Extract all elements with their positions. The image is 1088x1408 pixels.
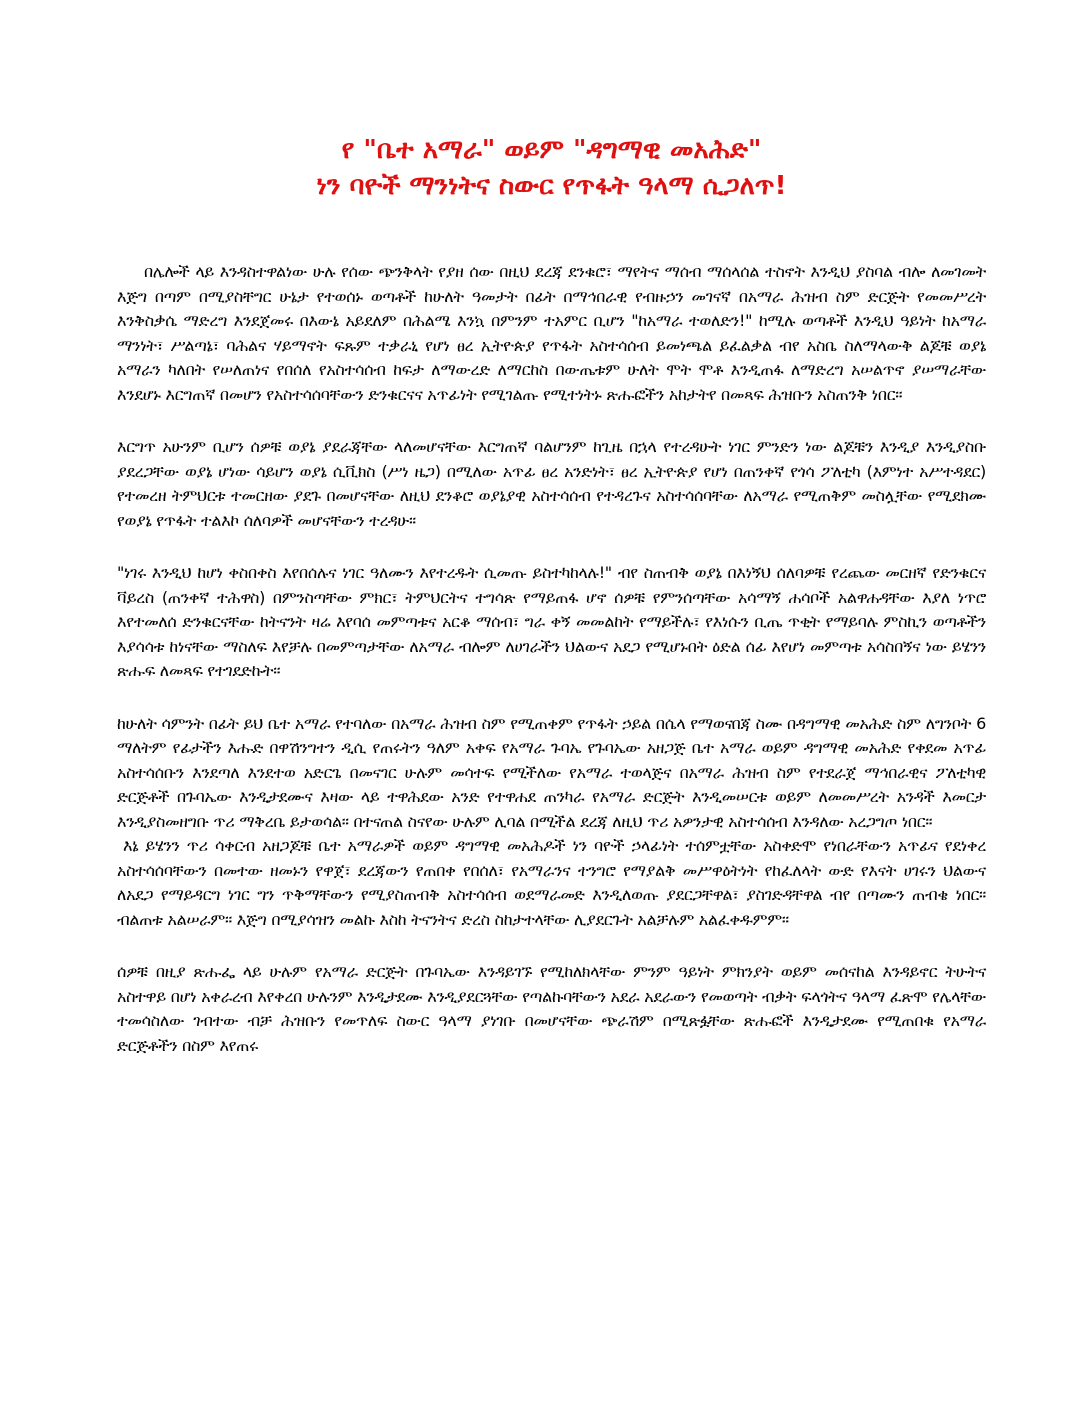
paragraph-6: ሰዎቹ በዚያ ጽሑፌ ላይ ሁሉም የአማራ ድርጅት በጉባኤው እንዳይገኙ የሚከለክላቸው ምንም ዓይነት ምክንያት ወይም መሰናከል እንዳይኖር ትሁትና አስተዋይ በሆነ አቀራረብ እየቀረበ ሁሉንም እንዲታደሙ እንዲያደርጓቸው የጣልኩባቸውን አደራ አደራውን የመወጣት ብቃት ፍላጎትና ዓላማ ፈጽሞ የሌላቸው ተመሳስለው ገብተው ብቻ ሕዝቡን የመጥለፍ ስውር ዓላማ ያነገቡ በመሆናቸው ጭራሽም በሚጽፏቸው ጽሑፎች እንዲታደሙ የሚጠበቁ የአማራ ድርጅቶችን በስም እየጠሩ	[117, 962, 986, 1055]
paragraph-2: እርግጥ አሁንም ቢሆን ሰዎቹ ወያኔ ያደራጃቸው ላለመሆናቸው እርግጠኛ ባልሆንም ከጊዜ በኋላ የተረዳሁት ነገር ምንድን ነው ልጆቹን እንዲያ እንዲያስቡ ያደረጋቸው ወያኔ ሆነው ሳይሆን ወያኔ ሲቪክስ (ሥነ ዜጋ) በሚለው አጥፊ ፀረ አንድነት፣ ፀረ ኢትዮጵያ የሆነ በጠንቀኛ የጎሳ ፖለቲካ (እምነተ አሥተዳደር) የተመረዘ ትምህርቱ ተመርዘው ያደጉ በመሆናቸው ለዚህ ደንቆሮ ወያኔያዊ አስተሳሰብ የተዳረጉና አስተሳሰባቸው ለአማራ የሚጠቅም መስሏቸው የሚደክሙ የወያኔ የጥፋት ተልእኮ ሰለባዎች መሆናቸውን ተረዳሁ፡፡	[117, 437, 986, 530]
title-line-1: የ "ቤተ አማራ" ወይም "ዳግማዊ መአሕድ"	[341, 135, 762, 165]
paragraph-3: "ነገሩ እንዲህ ከሆነ ቀስበቀስ እየበሰሉና ነገር ዓለሙን እየተረዱት ሲመጡ ይስተካከላሉ!" ብየ ስጠብቅ ወያኔ በእነኝህ ሰለባዎቹ የረጨው መርዘኛ የድንቁርና ቫይረስ (ጠንቀኛ ተሕዋስ) በምንስጣቸው ምክር፣ ትምህርትና ተግሳጽ የማይጠፋ ሆኖ ሰዎቹ የምንሰጣቸው አሳማኝ ሐሳቦች አልዋሐዳቸው እያለ ነጥሮ እየተመለሰ ድንቁርናቸው ከትናንት ዛሬ እየባሰ መምጣቱና አርቆ ማሰብ፣ ግራ ቀኝ መመልከት የማይችሉ፣ የእነሱን ቢጤ ጥቂት የማይባሉ ምስኪን ወጣቶችን እያሳሳቱ ከነናቸው ማስለፍ እየቻሉ በመምጣታቸው ለአማራ ብሎም ለሀገራችን ህልውና አደጋ የሚሆኑበት ዕድል ሰፊ እየሆነ መምጣቱ አሳስበኝና ነው ይሄንን ጽሑፍ ለመጻፍ የተገደድኩት፡፡	[117, 563, 986, 680]
paragraph-4: ከሁለት ሳምንት በፊት ይህ ቤተ አማራ የተባለው በአማራ ሕዝብ ስም የሚጠቀም የጥፋት ኃይል በሴላ የማወናበጃ ስሙ በዳግማዊ መአሕድ ስም ለግንቦት 6 ማለትም የፊታችን እሑድ በዋሽንግተን ዲሲ የጠሩትን ዓለም አቀፍ የአማራ ጉባኤ የጉባኤው አዘጋጅ ቤተ አማራ ወይም ዳግማዊ መአሕድ የቀደመ አጥፊ አስተሳሰቡን እንደጣለ እንደተወ አድርጌ በመናገር ሁሉም መሳተፍ የሚችለው የአማራ ተወላጅና በአማራ ሕዝብ ስም የተደራጀ ማኅበራዊና ፖለቲካዊ ድርጅቶች በጉባኤው እንዲታደሙና እዛው ላይ ተዋሕደው አንድ የተዋሐደ ጠንካራ የአማራ ድርጅት እንዲመሠርቱ ወይም ለመመሥረት አንዳች እመርታ እንዲያስመዘግቡ ጥሪ ማቅረቤ ይታወሳል፡፡ በተናጠል ስናየው ሁሉም ሊባል በሚችል ደረጃ ለዚህ ጥሪ አዎንታዊ አስተሳሰብ እንዳለው አረጋግጦ ነበር፡፡	[117, 713, 986, 831]
title-block	[117, 132, 986, 204]
title-line-2: ነን ባዮች ማንነትና ስውር የጥፋት ዓላማ ሲጋለጥ!	[316, 171, 787, 201]
paragraph-1: በሌሎች ላይ እንዳስተዋልነው ሁሉ የሰው ጭንቅላት የያዘ ሰው በዚህ ደረጃ ደንቁሮ፣ ማየትና ማሰብ ማሰላሰል ተስኖት እንዲህ ያስባል ብሎ ለመገመት እጅግ በጣም በሚያስቸግር ሁኔታ የተወሰኑ ወጣቶች ከሁለት ዓመታት በፊት በማኅበራዊ የብዙኃን መገናኛ በአማራ ሕዝብ ስም ድርጅት የመመሥረት እንቅስቃሴ ማድረግ እንደጀመሩ በእውኔ አይደለም በሕልሜ እንኳ በምንም ተአምር ቢሆን "ከአማራ ተወለድን!" ከሚሉ ወጣቶች እንዲህ ዓይነት ከአማራ ማንነት፣ ሥልጣኔ፣ ባሕልና ሃይማኖት ፍጹም ተቃራኒ የሆነ ፀረ ኢትዮጵያ የጥፋት አስተሳሰብ ይመነጫል ይፈልቃል ብየ አስቤ ስለማላውቅ ልጆቹ ወያኔ አማራን ካለበት የሠለጠነና የበሰለ የአስተሳሰብ ከፍታ ለማውረድ ለማርከስ በውጤቱም ሁለት ሞት ሞቶ እንዲጠፋ ለማድረግ አሠልጥኖ ያሠማራቸው እንደሆኑ እርግጠኛ በመሆን የአስተሳሰባቸውን ድንቁርናና አጥፊነት የሚገልጡ የሚተነትኑ ጽሑፎችን አከታትየ በመጻፍ ሕዝቡን አስጠንቅ ነበር፡፡	[117, 262, 986, 404]
paragraph-5: እኔ ይሄንን ጥሪ ሳቀርብ አዘጋጆቹ ቤተ አማራዎች ወይም ዳግማዊ መአሕዶች ነን ባዮች ኃላፊነት ተሰምቷቸው አስቀድሞ የነበራቸውን አጥፊና የደነቀረ አስተሳሰባቸውን በመተው ዘመኑን የዋጀ፣ ደረጃውን የጠበቀ የበሰለ፣ የአማራንና ተንግሮ የማያልቅ መሥዋዕትነት የከፈለላት ውድ የእናት ሀገሩን ህልውና ለአደጋ የማይዳርግ ነገር ግን ጥቅማቸውን የሚያስጠብቅ አስተሳሰብ ወደማራመድ እንዲለወጡ ያደርጋቸዋል፣ ያስገድዳቸዋል ብየ በጣሙን ጠብቄ ነበር፡፡ ብልጠቱ አልሠራም፡፡ እጅግ በሚያሳዝን መልኩ እስከ ትናንትና ድረስ ስከታተላቸው ሊያደርጉት አልቻሉም አልፈቀዱምም፡፡	[117, 836, 986, 929]
